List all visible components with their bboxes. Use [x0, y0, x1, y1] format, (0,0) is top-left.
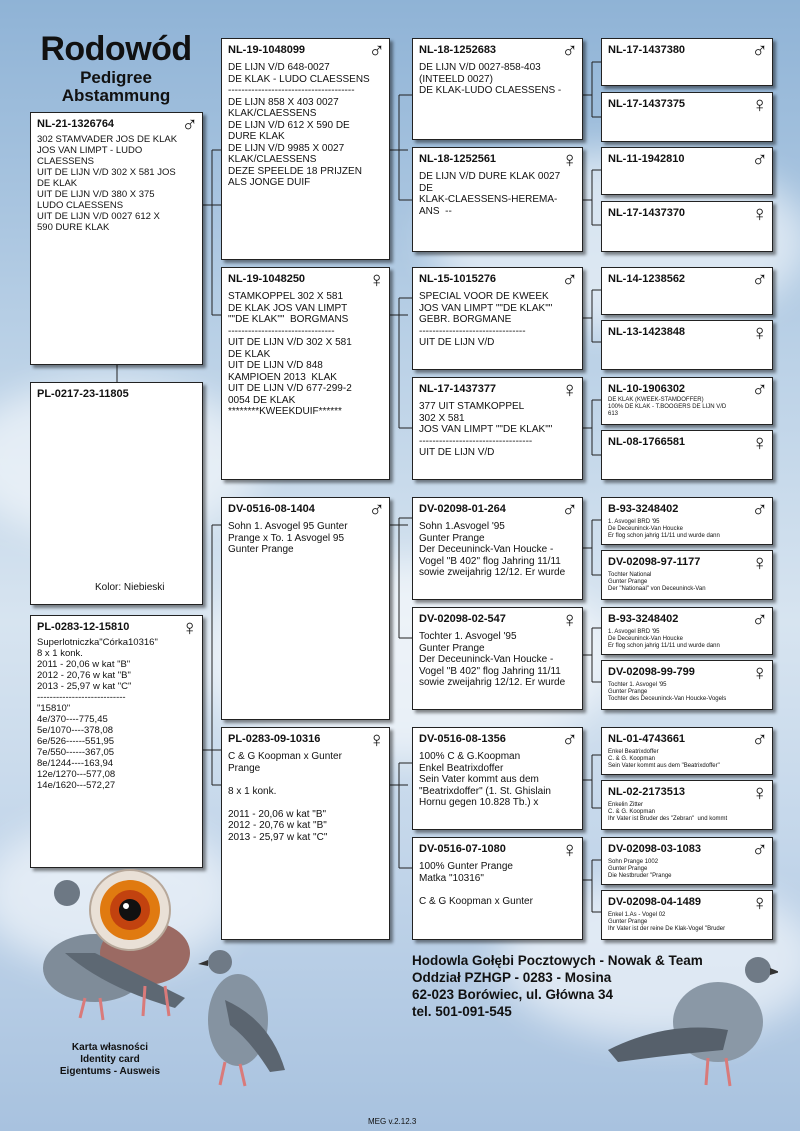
- bird-notes: C & G Koopman x Gunter Prange 8 x 1 konk. 2011 - 20,06 w kat "B" 2012 - 20,76 w kat "B" 2013 - 25,97 w kat "C": [228, 751, 342, 843]
- female-symbol-icon: ♀: [561, 147, 578, 172]
- female-symbol-icon: ♀: [751, 660, 768, 685]
- bird-notes: DE LIJN V/D 648-0027 DE KLAK - LUDO CLAESSENS -------------------------------------- DE LIJN 858 X 403 0027 KLAK/CLAESSENS DE LIJN V/D 612 X 590 DE DURE KLAK DE LIJN V/D 9985 X 0027 KLAK/CLAESSENS DEZE SPEELDE 18 PRIJZEN ALS JONGE DUIF: [228, 62, 370, 188]
- color-label: Kolor: Niebieski: [95, 582, 165, 593]
- grandparent-card[interactable]: [412, 38, 583, 140]
- great-grandparent-card[interactable]: [601, 607, 773, 655]
- ring-number: NL-17-1437380: [608, 44, 686, 56]
- ring-number: DV-02098-03-1083: [608, 843, 701, 855]
- card-label-pl: Karta własności: [71, 1042, 149, 1053]
- male-symbol-icon: ♂: [751, 727, 768, 752]
- ring-number: NL-17-1437377: [419, 383, 497, 395]
- ring-number: NL-11-1942810: [608, 153, 685, 165]
- bird-notes: Tochter National Gunter Prange Der "Nationaal" von Deceuninck-Van: [608, 572, 706, 592]
- version-label: MEG v.2.12.3: [368, 1117, 417, 1126]
- female-symbol-icon: ♀: [751, 780, 768, 805]
- bird-notes: 377 UIT STAMKOPPEL 302 X 581 JOS VAN LIMPT ""DE KLAK"" ---------------------------------- UIT DE LIJN V/D: [419, 401, 553, 458]
- page-subtitle-en: Pedigree: [80, 68, 152, 87]
- female-symbol-icon: ♀: [368, 727, 385, 752]
- great-grandparent-card[interactable]: [601, 497, 773, 545]
- male-symbol-icon: ♂: [751, 267, 768, 292]
- great-grandparent-card[interactable]: [601, 550, 773, 600]
- ring-number: PL-0283-12-15810: [37, 621, 130, 633]
- great-grandparent-card[interactable]: [601, 92, 773, 142]
- female-symbol-icon: ♀: [751, 890, 768, 915]
- female-symbol-icon: ♀: [751, 320, 768, 345]
- great-grandparent-card[interactable]: [601, 320, 773, 370]
- ring-number: NL-17-1437375: [608, 98, 686, 110]
- female-symbol-icon: ♀: [561, 837, 578, 862]
- ring-number: DV-0516-07-1080: [419, 843, 506, 855]
- ring-number: NL-19-1048250: [228, 273, 306, 285]
- ring-number: NL-01-4743661: [608, 733, 686, 745]
- bird-notes: Superlotniczka"Córka10316" 8 x 1 konk. 2011 - 20,06 w kat "B" 2012 - 20,76 w kat "B" 2013 - 25,97 w kat "C" ---------------------------- "15810" 4e/370----775,45 5e/1070----378,08 6e/526------551,95 7e/550------367,05 8e/1244----163,94 12e/1270---577,08 14e/1620---572,27: [37, 637, 158, 791]
- bird-notes: Sohn 1. Asvogel 95 Gunter Prange x To. 1 Asvogel 95 Gunter Prange: [228, 521, 348, 555]
- card-label-en: Identity card: [80, 1054, 140, 1065]
- bird-notes: 100% Gunter Prange Matka "10316" C & G Koopman x Gunter: [419, 861, 533, 907]
- female-symbol-icon: ♀: [751, 201, 768, 226]
- subject-card[interactable]: [30, 112, 203, 365]
- male-symbol-icon: ♂: [368, 38, 385, 63]
- pigeon-pair-illustration: [25, 858, 210, 1038]
- male-symbol-icon: ♂: [751, 147, 768, 172]
- male-symbol-icon: ♂: [181, 112, 198, 137]
- bird-notes: 100% C & G.Koopman Enkel Beatrixdoffer Sein Vater kommt aus dem "Beatrixdoffer" (1. St. Ghislain Hornu gegen 10.828 Tb.) x: [419, 751, 551, 808]
- ring-number: NL-10-1906302: [608, 383, 686, 395]
- ring-number: B-93-3248402: [608, 613, 679, 625]
- female-symbol-icon: ♀: [561, 607, 578, 632]
- bird-notes: SPECIAL VOOR DE KWEEK JOS VAN LIMPT ""DE KLAK"" GEBR. BORGMANE -------------------------------- UIT DE LIJN V/D: [419, 291, 553, 348]
- female-symbol-icon: ♀: [751, 430, 768, 455]
- male-symbol-icon: ♂: [561, 38, 578, 63]
- third-bird-card[interactable]: [30, 615, 203, 868]
- male-symbol-icon: ♂: [751, 377, 768, 402]
- ring-number: NL-18-1252683: [419, 44, 497, 56]
- great-grandparent-card[interactable]: [601, 727, 773, 775]
- grandparent-card[interactable]: [412, 727, 583, 830]
- great-grandparent-card[interactable]: [601, 837, 773, 885]
- female-symbol-icon: ♀: [561, 377, 578, 402]
- bird-notes: Tochter 1. Asvogel '95 Gunter Prange Tochter des Deceuninck-Van Houcke-Vogels: [608, 682, 727, 702]
- ring-number: NL-14-1238562: [608, 273, 686, 285]
- bird-notes: Tochter 1. Asvogel '95 Gunter Prange Der Deceuninck-Van Houcke - Vogel "B 402" flog Jahring 11/11 sowie zweijahrig 12/12. Er wurde: [419, 631, 566, 688]
- bird-notes: 1. Asvogel BRD '95 De Deceuninck-Van Houcke Er flog schon jahrig 11/11 und wurde dann: [608, 629, 720, 649]
- ring-number: NL-02-2173513: [608, 786, 686, 798]
- great-grandparent-card[interactable]: [601, 267, 773, 315]
- bird-notes: Sohn Prange 1002 Gunter Prange Die Nestbruder "Prange: [608, 859, 672, 879]
- female-symbol-icon: ♀: [368, 267, 385, 292]
- ring-number: DV-0516-08-1404: [228, 503, 315, 515]
- grandparent-card[interactable]: [412, 267, 583, 370]
- male-symbol-icon: ♂: [751, 837, 768, 862]
- great-grandparent-card[interactable]: [601, 780, 773, 830]
- ring-number: PL-0217-23-11805: [37, 388, 129, 400]
- great-grandparent-card[interactable]: [601, 201, 773, 252]
- breeder-name: Hodowla Gołębi Pocztowych - Nowak & Team: [412, 953, 703, 968]
- great-grandparent-card[interactable]: [601, 38, 773, 86]
- ring-number: NL-13-1423848: [608, 326, 686, 338]
- second-bird-card[interactable]: [30, 382, 203, 605]
- ring-number: NL-08-1766581: [608, 436, 686, 448]
- male-symbol-icon: ♂: [561, 497, 578, 522]
- bird-notes: Enkel Beatrixdoffer C. & G. Koopman Sein Vater kommt aus dem "Beatrixdoffer": [608, 749, 720, 769]
- bird-notes: DE LIJN V/D DURE KLAK 0027 DE KLAK-CLAESSENS-HEREMA- ANS --: [419, 171, 561, 217]
- page-subtitle-de: Abstammung: [61, 86, 171, 105]
- ring-number: DV-02098-99-799: [608, 666, 695, 678]
- ring-number: DV-02098-04-1489: [608, 896, 701, 908]
- ring-number: NL-17-1437370: [608, 207, 686, 219]
- ring-number: NL-15-1015276: [419, 273, 497, 285]
- great-grandparent-card[interactable]: [601, 890, 773, 940]
- great-grandparent-card[interactable]: [601, 147, 773, 195]
- bird-notes: 302 STAMVADER JOS DE KLAK JOS VAN LIMPT - LUDO CLAESSENS UIT DE LIJN V/D 302 X 581 JOS DE KLAK UIT DE LIJN V/D 380 X 375 LUDO CLAESSENS UIT DE LIJN V/D 0027 612 X 590 DURE KLAK: [37, 134, 178, 233]
- male-symbol-icon: ♂: [751, 607, 768, 632]
- ring-number: NL-18-1252561: [419, 153, 497, 165]
- breeder-info: [412, 952, 703, 1020]
- great-grandparent-card[interactable]: [601, 430, 773, 480]
- ring-number: DV-02098-01-264: [419, 503, 506, 515]
- female-symbol-icon: ♀: [751, 550, 768, 575]
- ring-number: PL-0283-09-10316: [228, 733, 321, 745]
- bird-notes: DE LIJN V/D 0027-858-403 (INTEELD 0027) DE KLAK-LUDO CLAESSENS -: [419, 62, 562, 96]
- bird-notes: 1. Asvogel BRD '95 De Deceuninck-Van Houcke Er flog schon jahrig 11/11 und wurde dann: [608, 519, 720, 539]
- grandparent-card[interactable]: [412, 377, 583, 480]
- parent-card[interactable]: [221, 727, 390, 940]
- ring-number: NL-21-1326764: [37, 118, 115, 130]
- ring-number: DV-02098-02-547: [419, 613, 506, 625]
- female-symbol-icon: ♀: [751, 92, 768, 117]
- breeder-address: 62-023 Borówiec, ul. Główna 34: [412, 987, 614, 1002]
- parent-card[interactable]: [221, 38, 390, 260]
- great-grandparent-card[interactable]: [601, 660, 773, 710]
- breeder-branch: Oddział PZHGP - 0283 - Mosina: [412, 970, 612, 985]
- ring-number: NL-19-1048099: [228, 44, 306, 56]
- ring-number: DV-0516-08-1356: [419, 733, 506, 745]
- grandparent-card[interactable]: [412, 147, 583, 252]
- male-symbol-icon: ♂: [561, 267, 578, 292]
- bird-notes: STAMKOPPEL 302 X 581 DE KLAK JOS VAN LIMPT ""DE KLAK"" BORGMANS -------------------------------- UIT DE LIJN V/D 302 X 581 DE KLAK UIT DE LIJN V/D 848 KAMPIOEN 2013 KLAK UIT DE LIJN V/D 677-299-2 0054 DE KLAK ********KWEEKDUIF******: [228, 291, 352, 417]
- grandparent-card[interactable]: [412, 497, 583, 600]
- great-grandparent-card[interactable]: [601, 377, 773, 425]
- card-label-de: Eigentums - Ausweis: [59, 1066, 161, 1077]
- grandparent-card[interactable]: [412, 607, 583, 710]
- bird-notes: DE KLAK (KWEEK-STAMDOFFER) 100% DE KLAK - T.BOOGERS DE LIJN V/D 613: [608, 397, 727, 417]
- ring-number: B-93-3248402: [608, 503, 679, 515]
- male-symbol-icon: ♂: [561, 727, 578, 752]
- parent-card[interactable]: [221, 267, 390, 480]
- male-symbol-icon: ♂: [368, 497, 385, 522]
- identity-card-label: [40, 1042, 180, 1078]
- male-symbol-icon: ♂: [751, 497, 768, 522]
- page-title: Rodowód: [40, 30, 192, 68]
- bird-notes: Enkel 1.As - Vogel 02 Gunter Prange Ihr Vater ist der reine De Klak-Vogel "Bruder: [608, 912, 726, 932]
- bird-notes: Enkelin Zitter C. & G. Koopman Ihr Vater ist Bruder des "Zebran" und kommt: [608, 802, 728, 822]
- male-symbol-icon: ♂: [751, 38, 768, 63]
- ring-number: DV-02098-97-1177: [608, 556, 701, 568]
- female-symbol-icon: ♀: [181, 615, 198, 640]
- breeder-phone: tel. 501-091-545: [412, 1004, 512, 1019]
- bird-notes: Sohn 1.Asvogel '95 Gunter Prange Der Deceuninck-Van Houcke - Vogel "B 402" flog Jahring 11/11 sowie zweijahrig 12/12. Er wurde: [419, 521, 566, 578]
- parent-card[interactable]: [221, 497, 390, 720]
- pigeon-illustration: [190, 940, 290, 1090]
- grandparent-card[interactable]: [412, 837, 583, 940]
